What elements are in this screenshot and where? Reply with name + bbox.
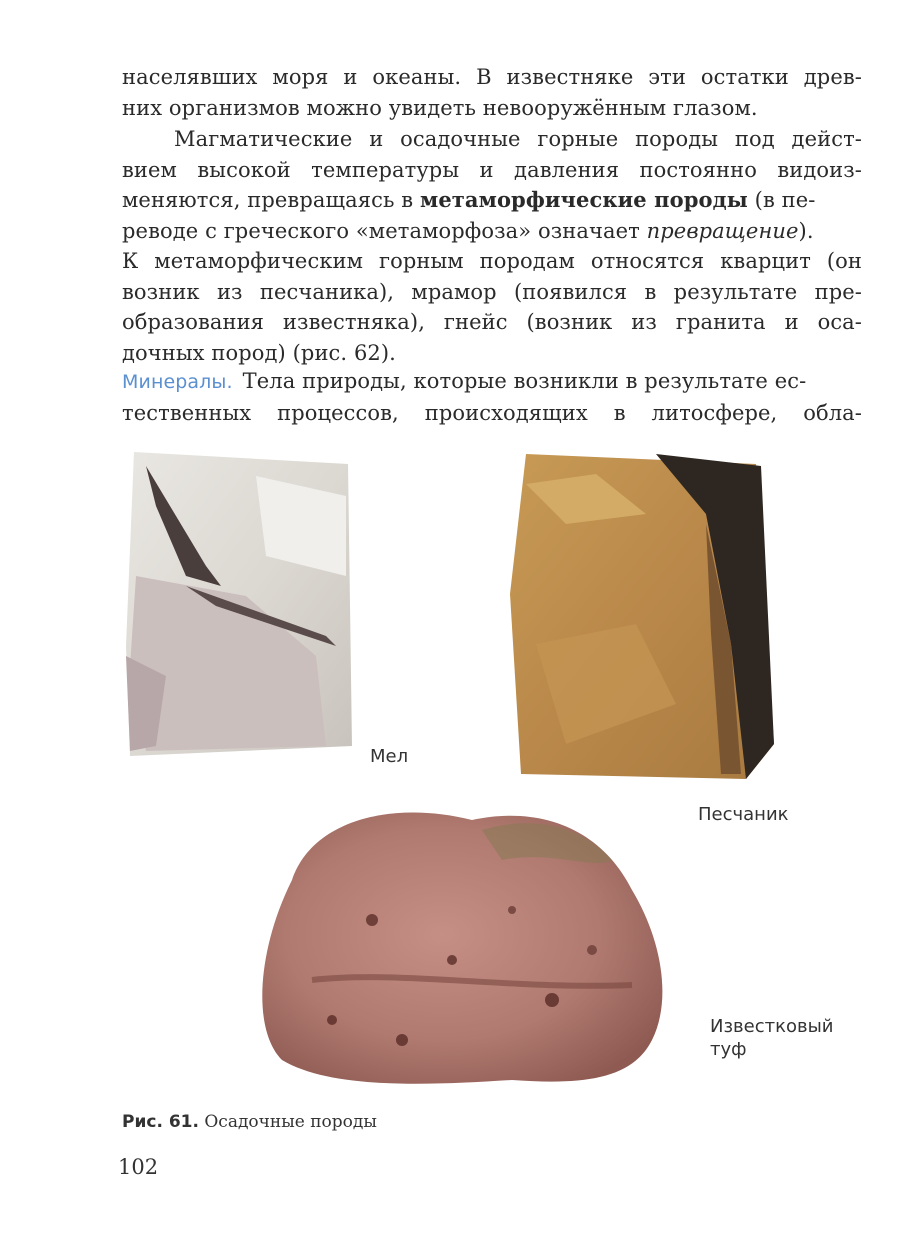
text-line: образования известняка), гнейс (возник из гранита и оса- [122, 310, 862, 334]
text-line [122, 216, 862, 247]
label-sandstone: Песчаник [698, 804, 789, 825]
term-metamorphic-rocks: метаморфические породы [419, 187, 748, 212]
text-fragment: Тела природы, которые возникли в результате ес- [242, 369, 807, 393]
text-line [122, 366, 862, 398]
paragraph-metamorphic [122, 124, 862, 368]
term-transformation: превращение [646, 218, 799, 243]
text-fragment: меняются, превращаясь в [122, 188, 420, 212]
page-number: 102 [118, 1155, 159, 1179]
text-line: населявших моря и океаны. В известняке эти остатки древ- [122, 65, 862, 89]
text-line: вием высокой температуры и давления постоянно видоиз- [122, 157, 862, 182]
text-line: тественных процессов, происходящих в литосфере, обла- [122, 400, 862, 425]
label-chalk: Мел [370, 746, 409, 767]
label-tuff-line1: Известковый [710, 1016, 834, 1037]
figure-caption [122, 1112, 377, 1132]
text-line: Магматические и осадочные горные породы под дейст- [174, 127, 862, 151]
text-fragment: ). [798, 218, 814, 243]
text-line: возник из песчаника), мрамор (появился в результате пре- [122, 279, 862, 304]
calcareous-tuff-photo [252, 800, 670, 1090]
text-line: дочных пород) (рис. 62). [122, 340, 396, 365]
chalk-photo [126, 446, 356, 766]
section-heading-minerals: Минералы. [122, 371, 233, 393]
text-fragment: (в пе- [747, 188, 816, 212]
figure-caption-text: Осадочные породы [198, 1112, 377, 1132]
text-fragment: реводе с греческого «метаморфоза» означает [122, 218, 647, 243]
text-line [122, 185, 862, 216]
paragraph-continuation [122, 62, 862, 123]
sandstone-photo [506, 444, 778, 784]
figure-number: Рис. 61. [122, 1112, 199, 1132]
label-tuff-line2: туф [710, 1039, 747, 1060]
text-line: К метаморфическим горным породам относятся кварцит (он [122, 249, 862, 273]
text-line: них организмов можно увидеть невооружённым глазом. [122, 95, 758, 120]
paragraph-minerals [122, 366, 862, 428]
